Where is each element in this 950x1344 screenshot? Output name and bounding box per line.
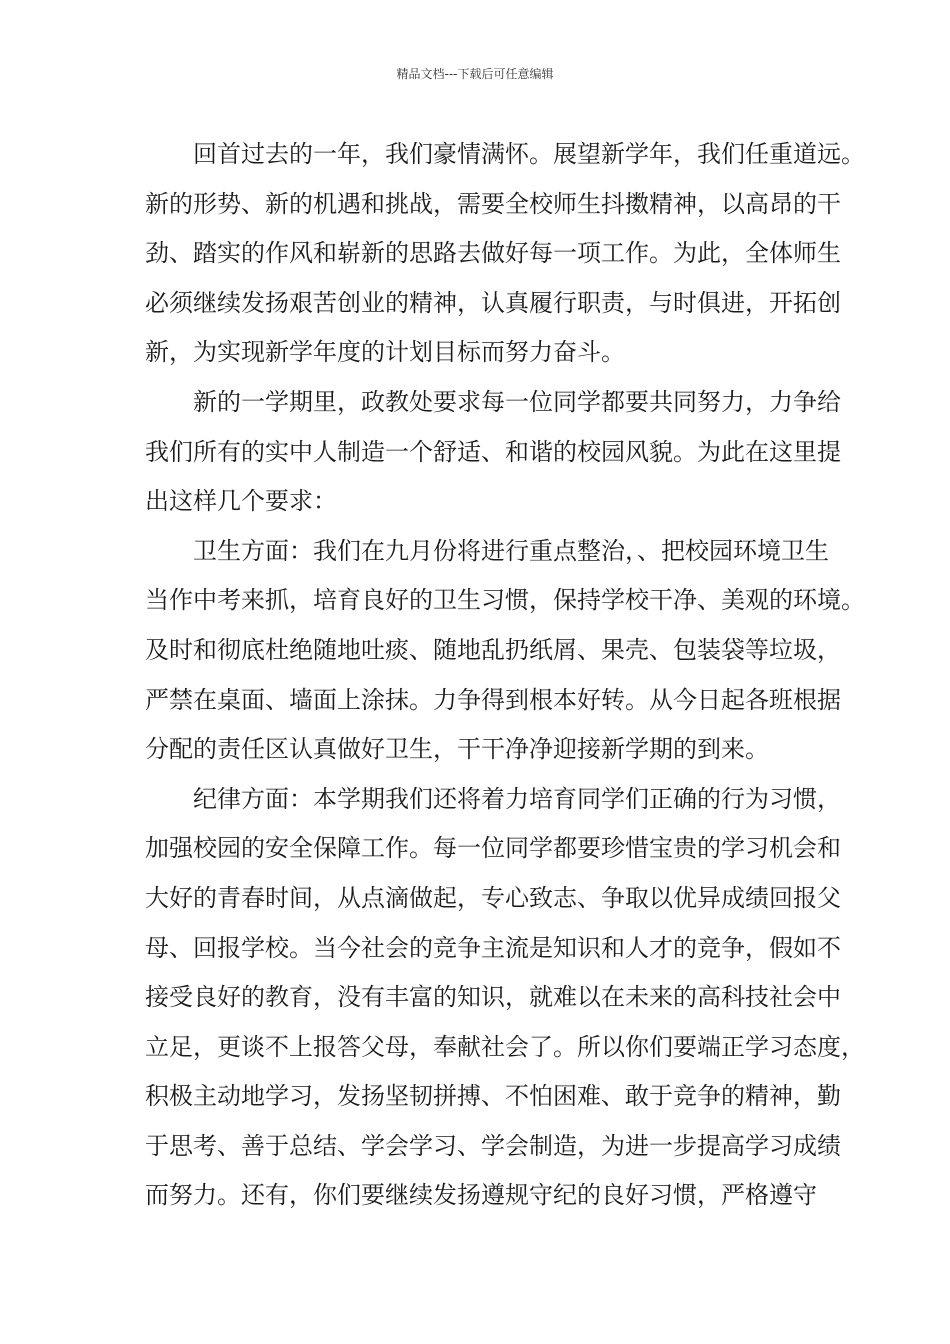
text-line: 新，为实现新学年度的计划目标而努力奋斗。 <box>145 338 625 367</box>
text-line: 回首过去的一年，我们豪情满怀。展望新学年，我们任重道远。 <box>145 140 865 168</box>
document-body <box>145 130 865 1221</box>
paragraph-requirements-intro <box>145 378 841 527</box>
text-line: 接受良好的教育，没有丰富的知识，就难以在未来的高科技社会中 <box>145 983 841 1012</box>
text-line: 母、回报学校。当今社会的竞争主流是知识和人才的竞争，假如不 <box>145 933 841 962</box>
text-line: 积极主动地学习，发扬坚韧拼搏、不怕困难、敢于竞争的精神，勤 <box>145 1082 841 1111</box>
paragraph-review <box>145 130 865 378</box>
text-line: 立足，更谈不上报答父母，奉献社会了。所以你们要端正学习态度， <box>145 1032 865 1061</box>
text-line: 于思考、善于总结、学会学习、学会制造，为进一步提高学习成绩 <box>145 1131 841 1160</box>
text-line: 卫生方面：我们在九月份将进行重点整治，、把校园环境卫生 <box>145 536 829 565</box>
text-line: 加强校园的安全保障工作。每一位同学都要珍惜宝贵的学习机会和 <box>145 834 841 863</box>
text-line: 而努力。还有，你们要继续发扬遵规守纪的良好习惯，严格遵守 <box>145 1181 817 1210</box>
text-line: 纪律方面：本学期我们还将着力培育同学们正确的行为习惯， <box>145 784 841 813</box>
text-line: 新的一学期里，政教处要求每一位同学都要共同努力，力争给 <box>145 387 841 416</box>
text-line: 大好的青春时间，从点滴做起，专心致志、争取以优异成绩回报父 <box>145 883 841 912</box>
text-line: 必须继续发扬艰苦创业的精神，认真履行职责，与时俱进，开拓创 <box>145 288 841 317</box>
text-line: 严禁在桌面、墙面上涂抹。力争得到根本好转。从今日起各班根据 <box>145 685 841 714</box>
paragraph-hygiene <box>145 527 865 775</box>
text-line: 分配的责任区认真做好卫生，干干净净迎接新学期的到来。 <box>145 735 769 764</box>
text-line: 新的形势、新的机遇和挑战，需要全校师生抖擞精神，以高昂的干 <box>145 189 841 218</box>
text-line: 出这样几个要求： <box>145 487 337 516</box>
page-header: 精品文档---下载后可任意编辑 <box>396 67 554 81</box>
paragraph-discipline <box>145 775 865 1221</box>
text-line: 我们所有的实中人制造一个舒适、和谐的校园风貌。为此在这里提 <box>145 437 841 466</box>
text-line: 当作中考来抓，培育良好的卫生习惯，保持学校干净、美观的环境。 <box>145 586 865 615</box>
text-line: 及时和彻底杜绝随地吐痰、随地乱扔纸屑、果壳、包装袋等垃圾， <box>145 635 841 664</box>
text-line: 劲、踏实的作风和崭新的思路去做好每一项工作。为此，全体师生 <box>145 239 841 268</box>
